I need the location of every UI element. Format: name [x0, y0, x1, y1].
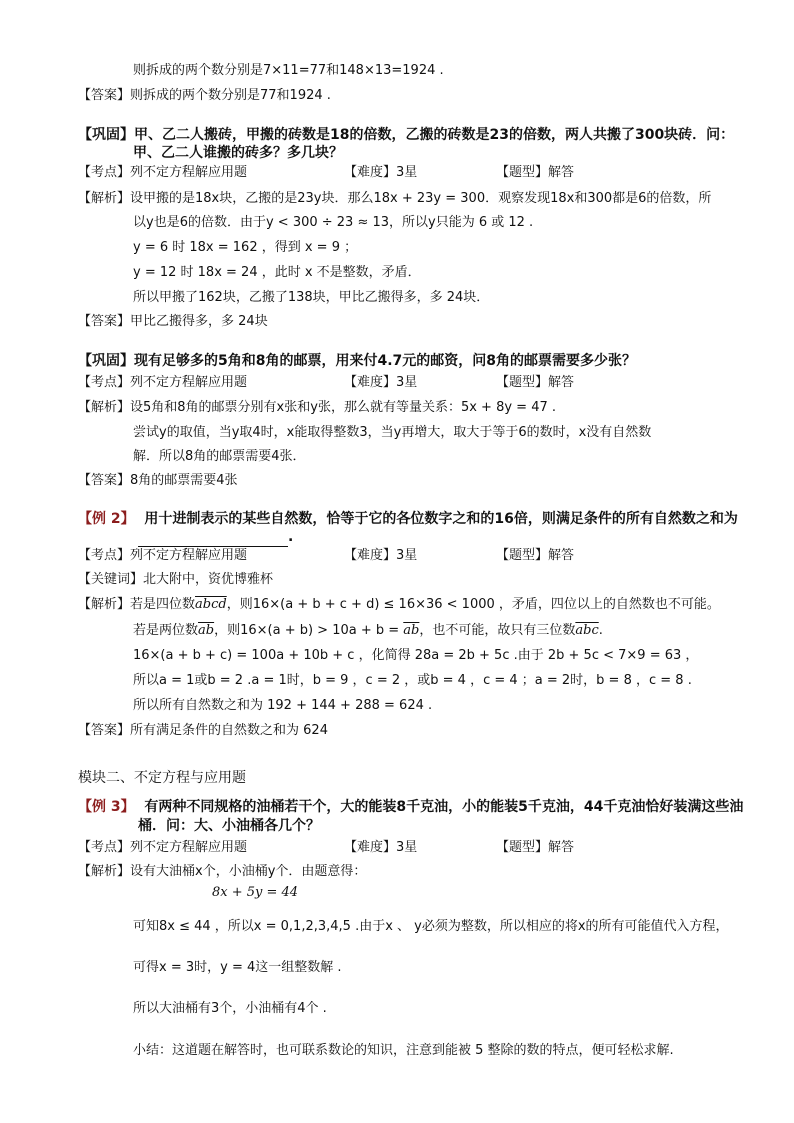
analysis-tag: 【解析】	[78, 191, 131, 206]
analysis-text: 所以大油桶有3个，小油桶有4个 .	[133, 1001, 327, 1016]
analysis-line	[133, 621, 603, 641]
exercise-question	[78, 351, 636, 371]
example-tag: 【例 2】	[78, 511, 135, 527]
analysis-text: y = 6 时 18x = 162 ，得到 x = 9 ；	[133, 240, 358, 255]
type-value: 解答	[548, 375, 575, 390]
question-text: 现有足够多的5角和8角的邮票，用来付4.7元的邮资，问8角的邮票需要多少张？	[134, 353, 637, 369]
type-tag: 【题型】	[496, 165, 549, 180]
kaodian-tag: 【考点】	[78, 840, 131, 855]
analysis-text: 若是两位数	[133, 623, 199, 638]
difficulty-tag: 【难度】	[344, 548, 397, 563]
example-question	[78, 509, 738, 529]
exercise-tag: 【巩固】	[78, 127, 134, 143]
analysis-row	[78, 862, 366, 882]
kaodian-value: 列不定方程解应用题	[130, 548, 248, 563]
module-heading: 模块二、不定方程与应用题	[78, 770, 246, 786]
analysis-text: 可知8x ≤ 44 ，所以x = 0,1,2,3,4,5 .由于x 、 y必须为整数，所以相应的将x的所有可能值代入方程，	[133, 919, 729, 934]
answer-tag: 【答案】	[78, 473, 131, 488]
type-value: 解答	[548, 840, 575, 855]
type-tag: 【题型】	[496, 375, 549, 390]
keyword-row	[78, 570, 273, 590]
analysis-text: 所以甲搬了162块，乙搬了138块，甲比乙搬得多，多 24块．	[133, 290, 490, 305]
answer-row	[78, 721, 328, 741]
exercise-tag: 【巩固】	[78, 353, 134, 369]
exercise-question	[78, 125, 734, 145]
question-end: .	[288, 529, 294, 545]
analysis-text: ，也不可能，故只有三位数	[419, 623, 576, 638]
analysis-text: 所以所有自然数之和为 192 + 144 + 288 = 624 .	[133, 698, 433, 713]
kaodian-tag: 【考点】	[78, 375, 131, 390]
keyword-value: 北大附中，资优博雅杯	[143, 572, 274, 587]
answer-text: 8角的邮票需要4张	[130, 473, 238, 488]
analysis-tag: 【解析】	[78, 864, 131, 879]
analysis-text: 解．所以8角的邮票需要4张．	[133, 449, 306, 464]
analysis-text: y = 12 时 18x = 24 ，此时 x 不是整数，矛盾．	[133, 265, 421, 280]
analysis-text: 设5角和8角的邮票分别有x张和y张，那么就有等量关系：5x + 8y = 47 .	[130, 400, 556, 415]
answer-row	[78, 312, 268, 332]
question-text-cont: 甲、乙二人谁搬的砖多？多几块？	[133, 145, 343, 161]
difficulty-value: 3星	[396, 548, 418, 563]
analysis-text: 以y也是6的倍数．由于y < 300 ÷ 23 ≈ 13，所以y只能为 6 或 12 .	[133, 215, 534, 230]
analysis-text: 所以a = 1或b = 2 .a = 1时，b = 9 ，c = 2 ，或b = 4 ，c = 4 ；a = 2时，b = 8 ，c = 8 .	[133, 673, 692, 688]
analysis-text: 尝试y的取值，当y取4时，x能取得整数3，当y再增大，取大于等于6的数时，x没有自然数	[133, 425, 652, 440]
difficulty-tag: 【难度】	[344, 165, 397, 180]
answer-blank	[138, 532, 288, 547]
kaodian-tag: 【考点】	[78, 165, 131, 180]
analysis-text: 若是四位数	[130, 597, 196, 612]
summary-text: 小结：这道题在解答时，也可联系数论的知识，注意到能被 5 整除的数的特点，便可轻松求解.	[133, 1043, 674, 1058]
analysis-tag: 【解析】	[78, 400, 131, 415]
type-tag: 【题型】	[496, 548, 549, 563]
analysis-row	[78, 595, 720, 615]
keyword-tag: 【关键词】	[78, 572, 144, 587]
question-text: 用十进制表示的某些自然数，恰等于它的各位数字之和的16倍，则满足条件的所有自然数之和为	[144, 511, 738, 527]
analysis-row	[78, 189, 711, 209]
answer-text: 则拆成的两个数分别是77和1924 .	[130, 88, 331, 103]
answer-row	[78, 86, 331, 106]
example-question	[78, 797, 743, 817]
question-text: 有两种不同规格的油桶若干个，大的能装8千克油，小的能装5千克油，44千克油恰好装满这些油	[144, 799, 744, 815]
overline-number: $\overline{abc}$	[575, 623, 599, 638]
difficulty-tag: 【难度】	[344, 840, 397, 855]
type-value: 解答	[548, 548, 575, 563]
analysis-text: 16×(a + b + c) = 100a + 10b + c ，化简得 28a = 2b + 5c .由于 2b + 5c < 7×9 = 63 ，	[133, 648, 699, 663]
question-blank-row	[138, 527, 293, 547]
difficulty-tag: 【难度】	[344, 375, 397, 390]
question-text: 甲、乙二人搬砖，甲搬的砖数是18的倍数，乙搬的砖数是23的倍数，两人共搬了300块砖．问：	[134, 127, 735, 143]
analysis-row	[78, 398, 556, 418]
type-value: 解答	[548, 165, 575, 180]
answer-tag: 【答案】	[78, 723, 131, 738]
answer-text: 甲比乙搬得多，多 24块	[130, 314, 268, 329]
example-tag: 【例 3】	[78, 799, 135, 815]
difficulty-value: 3星	[396, 375, 418, 390]
analysis-tag: 【解析】	[78, 597, 131, 612]
answer-tag: 【答案】	[78, 314, 131, 329]
difficulty-value: 3星	[396, 840, 418, 855]
answer-text: 所有满足条件的自然数之和为 624	[130, 723, 328, 738]
question-text-cont: 桶．问：大、小油桶各几个？	[138, 818, 320, 834]
kaodian-value: 列不定方程解应用题	[130, 165, 248, 180]
overline-number: $\overline{ab}$	[403, 623, 420, 638]
analysis-text: 设有大油桶x个，小油桶y个．由题意得：	[130, 864, 367, 879]
kaodian-value: 列不定方程解应用题	[130, 840, 248, 855]
analysis-text: 设甲搬的是18x块，乙搬的是23y块．那么18x + 23y = 300．观察发现18x和300都是6的倍数，所	[130, 191, 712, 206]
analysis-text: ，则16×(a + b + c + d) ≤ 16×36 < 1000 ，矛盾，四位以上的自然数也不可能。	[226, 597, 720, 612]
analysis-text: .	[598, 623, 603, 638]
difficulty-value: 3星	[396, 165, 418, 180]
solution-line: 则拆成的两个数分别是7×11=77和148×13=1924 .	[133, 63, 444, 78]
answer-row	[78, 471, 238, 491]
overline-number: $\overline{ab}$	[198, 623, 215, 638]
overline-number: abcd	[195, 597, 227, 612]
equation: 8x + 5y = 44	[212, 885, 299, 900]
type-tag: 【题型】	[496, 840, 549, 855]
kaodian-tag: 【考点】	[78, 548, 131, 563]
analysis-text: 可得x = 3时，y = 4这一组整数解 .	[133, 960, 342, 975]
analysis-text: ，则16×(a + b) > 10a + b =	[214, 623, 404, 638]
answer-tag: 【答案】	[78, 88, 131, 103]
kaodian-value: 列不定方程解应用题	[130, 375, 248, 390]
